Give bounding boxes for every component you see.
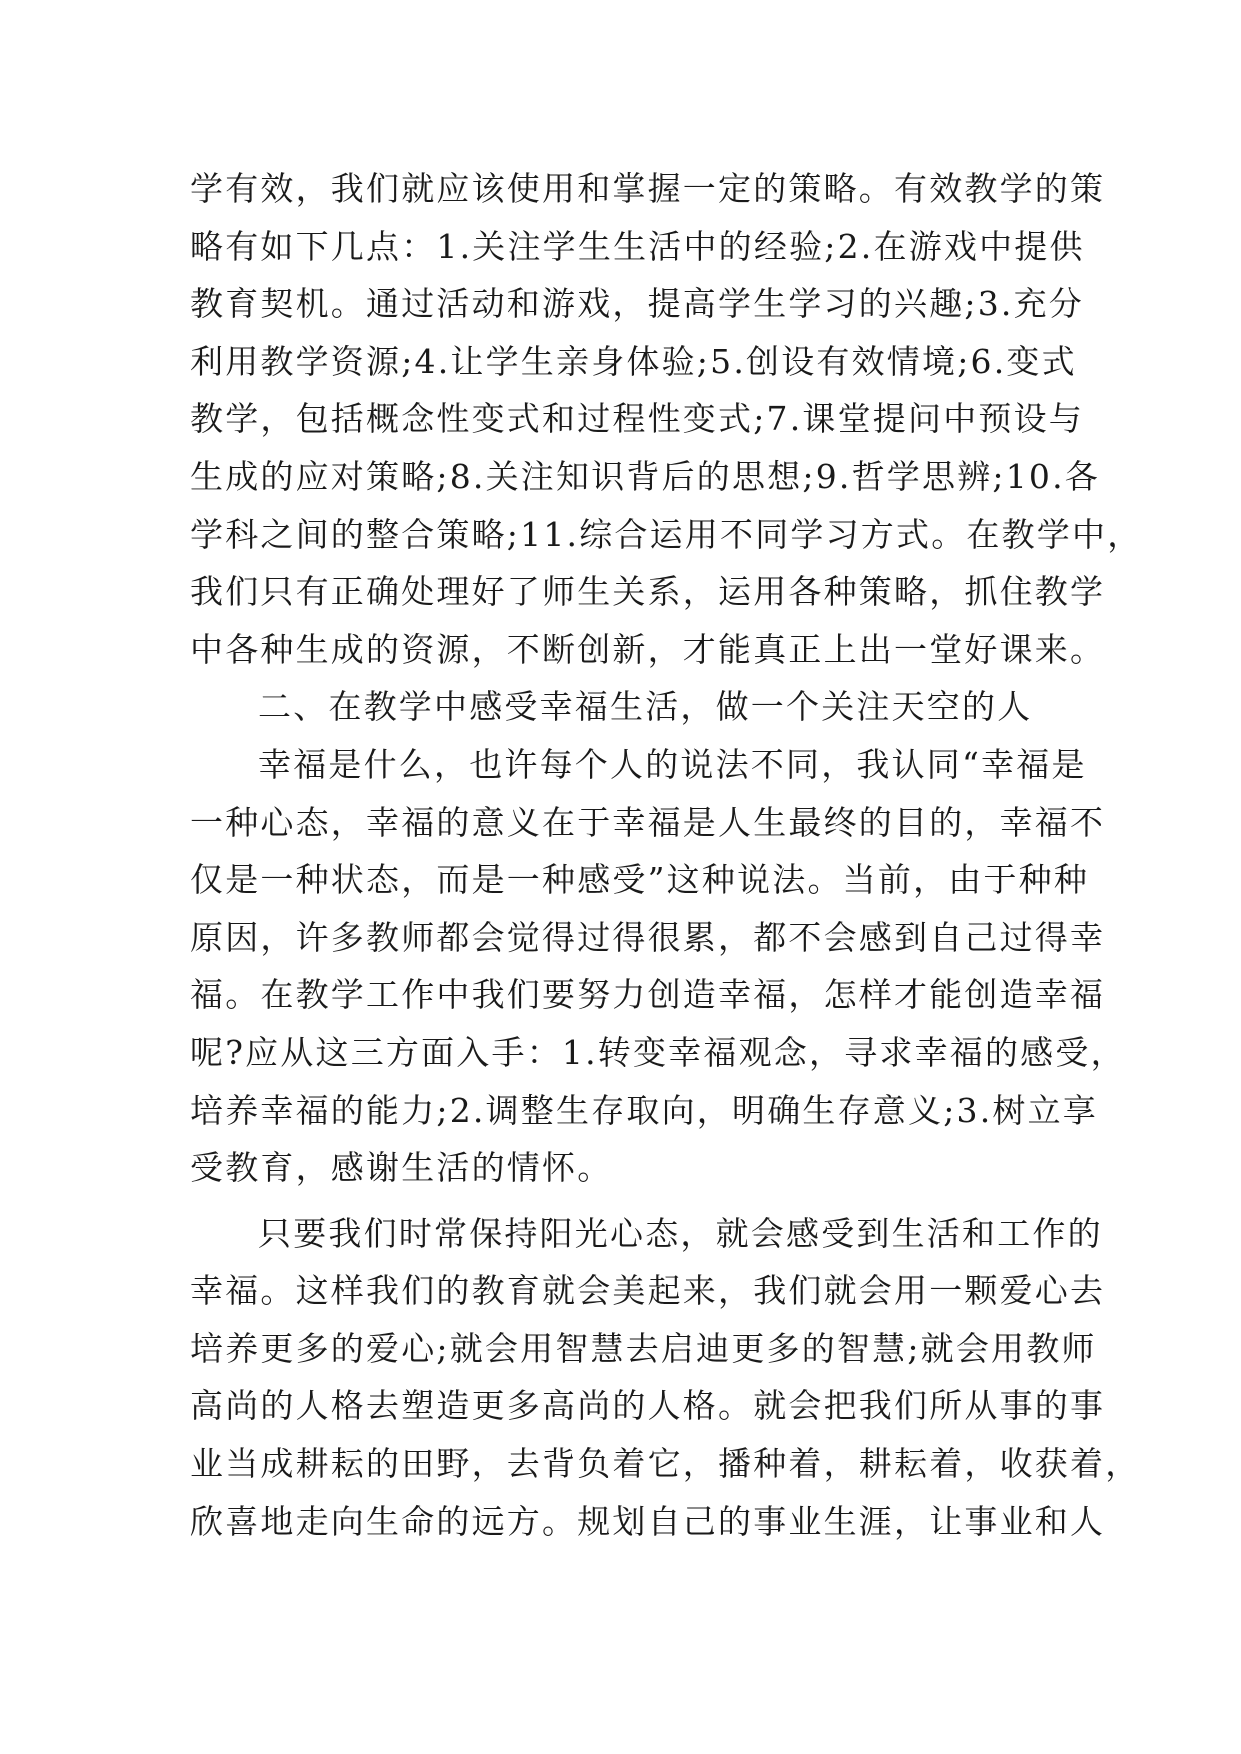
- text-line: 原因，许多教师都会觉得过得很累，都不会感到自己过得幸: [190, 917, 1106, 957]
- text-line: 业当成耕耘的田野，去背负着它，播种着，耕耘着，收获着，: [190, 1444, 1141, 1484]
- section-heading: 二、在教学中感受幸福生活，做一个关注天空的人: [258, 687, 1033, 727]
- paragraph-first-line: 只要我们时常保持阳光心态，就会感受到生活和工作的: [258, 1213, 1103, 1253]
- text-line: 略有如下几点：1.关注学生生活中的经验;2.在游戏中提供: [190, 226, 1085, 266]
- body-text: [190, 160, 1143, 1550]
- paragraph-first-line: 幸福是什么，也许每个人的说法不同，我认同“幸福是: [258, 744, 1087, 784]
- text-line: 中各种生成的资源，不断创新，才能真正上出一堂好课来。: [190, 629, 1106, 669]
- text-line: 教育契机。通过活动和游戏，提高学生学习的兴趣;3.充分: [190, 284, 1085, 324]
- text-line: 培养幸福的能力;2.调整生存取向，明确生存意义;3.树立享: [190, 1090, 1099, 1130]
- text-line: 一种心态，幸福的意义在于幸福是人生最终的目的，幸福不: [190, 802, 1106, 842]
- text-line: 学有效，我们就应该使用和掌握一定的策略。有效教学的策: [190, 169, 1106, 208]
- text-line: 学科之间的整合策略;11.综合运用不同学习方式。在教学中，: [190, 514, 1143, 554]
- text-line: 利用教学资源;4.让学生亲身体验;5.创设有效情境;6.变式: [190, 341, 1077, 381]
- text-line: 教学，包括概念性变式和过程性变式;7.课堂提问中预设与: [190, 399, 1085, 439]
- text-line: 幸福。这样我们的教育就会美起来，我们就会用一颗爱心去: [190, 1271, 1106, 1311]
- text-line: 受教育，感谢生活的情怀。: [190, 1148, 613, 1188]
- text-line: 培养更多的爱心;就会用智慧去启迪更多的智慧;就会用教师: [190, 1328, 1097, 1368]
- text-line: 高尚的人格去塑造更多高尚的人格。就会把我们所从事的事: [190, 1386, 1106, 1426]
- text-line: 福。在教学工作中我们要努力创造幸福，怎样才能创造幸福: [190, 975, 1106, 1015]
- text-line: 欣喜地走向生命的远方。规划自己的事业生涯，让事业和人: [190, 1501, 1106, 1541]
- text-line: 生成的应对策略;8.关注知识背后的思想;9.哲学思辨;10.各: [190, 456, 1101, 496]
- text-line: 呢?应从这三方面入手：1.转变幸福观念，寻求幸福的感受，: [190, 1032, 1126, 1072]
- text-line: 我们只有正确处理好了师生关系，运用各种策略，抓住教学: [190, 572, 1106, 612]
- text-line: 仅是一种状态，而是一种感受”这种说法。当前，由于种种: [190, 860, 1090, 900]
